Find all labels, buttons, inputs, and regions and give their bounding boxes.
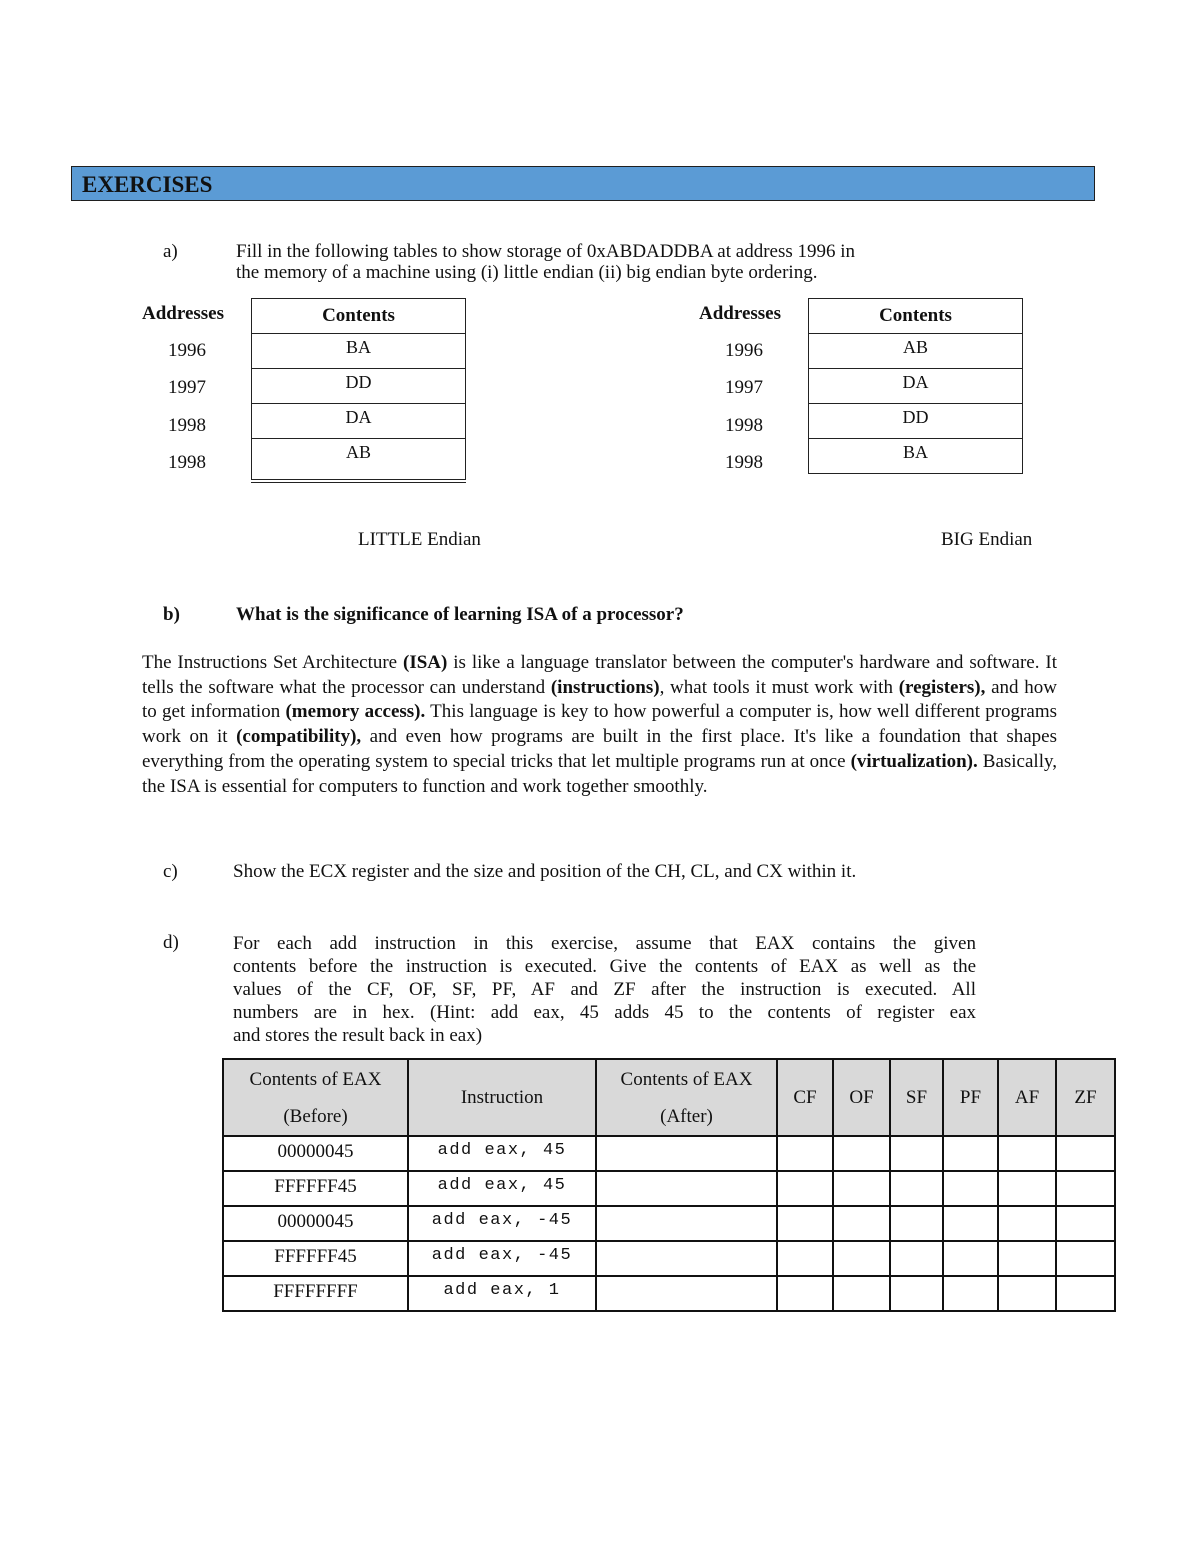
question-c-text: Show the ECX register and the size and position of the CH, CL, and CX within it. bbox=[233, 861, 857, 882]
eax-before-cell: 00000045 bbox=[223, 1136, 408, 1171]
eax-before-cell: FFFFFFFF bbox=[223, 1276, 408, 1311]
answer-bold-term: (instructions) bbox=[550, 676, 660, 698]
question-d-text bbox=[233, 932, 976, 1047]
sf-cell[interactable] bbox=[890, 1276, 943, 1311]
section-banner bbox=[71, 166, 1095, 201]
table-row bbox=[223, 1241, 1115, 1276]
answer-text: This language is key to how powerful a computer is, how well different programs work on it bbox=[142, 701, 1057, 748]
answer-text: and how to get information bbox=[142, 676, 1057, 723]
answer-text: is like a language translator between the computer's hardware and software. It tells the software what the processor can understand bbox=[142, 652, 1057, 698]
pf-cell[interactable] bbox=[943, 1241, 998, 1276]
question-a-label: a) bbox=[163, 241, 178, 262]
header-text: Contents of EAX bbox=[249, 1068, 382, 1090]
instruction-cell: add eax, 1 bbox=[408, 1276, 596, 1311]
instruction-cell: add eax, -45 bbox=[408, 1206, 596, 1241]
af-cell[interactable] bbox=[998, 1241, 1056, 1276]
table-row bbox=[223, 1171, 1115, 1206]
big-contents-header: Contents bbox=[809, 299, 1023, 334]
little-addr-0: 1996 bbox=[168, 340, 206, 361]
header-cf: CF bbox=[777, 1059, 833, 1136]
question-d-line: values of the CF, OF, SF, PF, AF and ZF after the instruction is executed. All bbox=[233, 979, 976, 1000]
pf-cell[interactable] bbox=[943, 1276, 998, 1311]
answer-bold-term: (memory access). bbox=[285, 701, 426, 723]
eax-after-cell[interactable] bbox=[596, 1171, 777, 1206]
of-cell[interactable] bbox=[833, 1206, 890, 1241]
table-row bbox=[223, 1206, 1115, 1241]
header-text: (Before) bbox=[283, 1105, 348, 1127]
big-cell-1: DA bbox=[809, 369, 1023, 404]
flags-header-row bbox=[223, 1059, 1115, 1136]
af-cell[interactable] bbox=[998, 1276, 1056, 1311]
answer-text: and even how programs are built in the first place. It's like a foundation that shapes everything from the operating system to special tricks that let multiple programs run at once bbox=[142, 726, 1058, 772]
header-text: (After) bbox=[660, 1105, 713, 1127]
instruction-cell: add eax, 45 bbox=[408, 1171, 596, 1206]
of-cell[interactable] bbox=[833, 1276, 890, 1311]
zf-cell[interactable] bbox=[1056, 1136, 1115, 1171]
answer-bold-term: (compatibility), bbox=[236, 726, 362, 748]
eax-before-cell: FFFFFF45 bbox=[223, 1241, 408, 1276]
zf-cell[interactable] bbox=[1056, 1206, 1115, 1241]
answer-bold-term: (registers), bbox=[898, 676, 986, 698]
header-sf: SF bbox=[890, 1059, 943, 1136]
header-pf: PF bbox=[943, 1059, 998, 1136]
question-a-text bbox=[236, 241, 996, 283]
big-addr-1: 1997 bbox=[725, 377, 763, 398]
question-d-line: For each add instruction in this exercise, assume that EAX contains the given bbox=[233, 933, 976, 954]
big-endian-table bbox=[808, 298, 1023, 474]
cf-cell[interactable] bbox=[777, 1171, 833, 1206]
table-row bbox=[223, 1136, 1115, 1171]
flags-table bbox=[222, 1058, 1116, 1312]
question-d-line: and stores the result back in eax) bbox=[233, 1025, 483, 1046]
question-d-line: contents before the instruction is executed. Give the contents of EAX as well as the bbox=[233, 956, 976, 977]
little-addr-3: 1998 bbox=[168, 452, 206, 473]
eax-after-cell[interactable] bbox=[596, 1276, 777, 1311]
eax-before-cell: FFFFFF45 bbox=[223, 1171, 408, 1206]
question-b-label: b) bbox=[163, 604, 180, 625]
little-addr-2: 1998 bbox=[168, 415, 206, 436]
big-addr-header: Addresses bbox=[699, 303, 781, 324]
header-eax-before bbox=[223, 1059, 408, 1136]
header-eax-after bbox=[596, 1059, 777, 1136]
header-of: OF bbox=[833, 1059, 890, 1136]
answer-text: Basically, the ISA is essential for computers to function and work together smoothly. bbox=[142, 750, 1057, 797]
sf-cell[interactable] bbox=[890, 1136, 943, 1171]
little-cell-2: DA bbox=[252, 404, 466, 439]
pf-cell[interactable] bbox=[943, 1136, 998, 1171]
sf-cell[interactable] bbox=[890, 1171, 943, 1206]
big-addr-2: 1998 bbox=[725, 415, 763, 436]
zf-cell[interactable] bbox=[1056, 1276, 1115, 1311]
zf-cell[interactable] bbox=[1056, 1171, 1115, 1206]
big-endian-caption: BIG Endian bbox=[941, 529, 1033, 550]
little-addr-header: Addresses bbox=[142, 303, 224, 324]
eax-after-cell[interactable] bbox=[596, 1136, 777, 1171]
little-endian-table bbox=[251, 298, 466, 483]
cf-cell[interactable] bbox=[777, 1206, 833, 1241]
sf-cell[interactable] bbox=[890, 1206, 943, 1241]
big-cell-3: BA bbox=[809, 439, 1023, 474]
eax-after-cell[interactable] bbox=[596, 1241, 777, 1276]
sf-cell[interactable] bbox=[890, 1241, 943, 1276]
question-a-line1: Fill in the following tables to show storage of 0xABDADDBA at address 1996 in bbox=[236, 241, 856, 262]
af-cell[interactable] bbox=[998, 1136, 1056, 1171]
of-cell[interactable] bbox=[833, 1171, 890, 1206]
zf-cell[interactable] bbox=[1056, 1241, 1115, 1276]
little-addr-1: 1997 bbox=[168, 377, 206, 398]
big-cell-2: DD bbox=[809, 404, 1023, 439]
eax-after-cell[interactable] bbox=[596, 1206, 777, 1241]
cf-cell[interactable] bbox=[777, 1276, 833, 1311]
question-d-label: d) bbox=[163, 932, 179, 953]
af-cell[interactable] bbox=[998, 1171, 1056, 1206]
cf-cell[interactable] bbox=[777, 1136, 833, 1171]
big-cell-0: AB bbox=[809, 334, 1023, 369]
big-addr-3: 1998 bbox=[725, 452, 763, 473]
cf-cell[interactable] bbox=[777, 1241, 833, 1276]
little-endian-caption: LITTLE Endian bbox=[358, 529, 481, 550]
header-instruction: Instruction bbox=[408, 1059, 596, 1136]
little-cell-3: AB bbox=[252, 439, 466, 481]
instruction-cell: add eax, 45 bbox=[408, 1136, 596, 1171]
answer-text: The Instructions Set Architecture bbox=[142, 652, 404, 673]
of-cell[interactable] bbox=[833, 1241, 890, 1276]
question-d-line: numbers are in hex. (Hint: add eax, 45 adds 45 to the contents of register eax bbox=[233, 1002, 976, 1023]
section-heading: EXERCISES bbox=[82, 172, 213, 197]
little-cell-0: BA bbox=[252, 334, 466, 369]
answer-text: , what tools it must work with bbox=[659, 676, 899, 698]
af-cell[interactable] bbox=[998, 1206, 1056, 1241]
little-cell-1: DD bbox=[252, 369, 466, 404]
header-af: AF bbox=[998, 1059, 1056, 1136]
question-a-line2: the memory of a machine using (i) little endian (ii) big endian byte ordering. bbox=[236, 262, 818, 283]
question-c-label: c) bbox=[163, 861, 178, 882]
instruction-cell: add eax, -45 bbox=[408, 1241, 596, 1276]
eax-before-cell: 00000045 bbox=[223, 1206, 408, 1241]
answer-b-paragraph bbox=[142, 651, 1057, 799]
pf-cell[interactable] bbox=[943, 1171, 998, 1206]
answer-bold-term: (virtualization). bbox=[850, 750, 978, 772]
question-b-text: What is the significance of learning ISA of a processor? bbox=[236, 604, 684, 625]
table-row bbox=[223, 1276, 1115, 1311]
pf-cell[interactable] bbox=[943, 1206, 998, 1241]
little-contents-header: Contents bbox=[252, 299, 466, 334]
of-cell[interactable] bbox=[833, 1136, 890, 1171]
header-zf: ZF bbox=[1056, 1059, 1115, 1136]
big-addr-0: 1996 bbox=[725, 340, 763, 361]
answer-bold-term: (ISA) bbox=[403, 652, 448, 673]
header-text: Contents of EAX bbox=[620, 1068, 753, 1090]
